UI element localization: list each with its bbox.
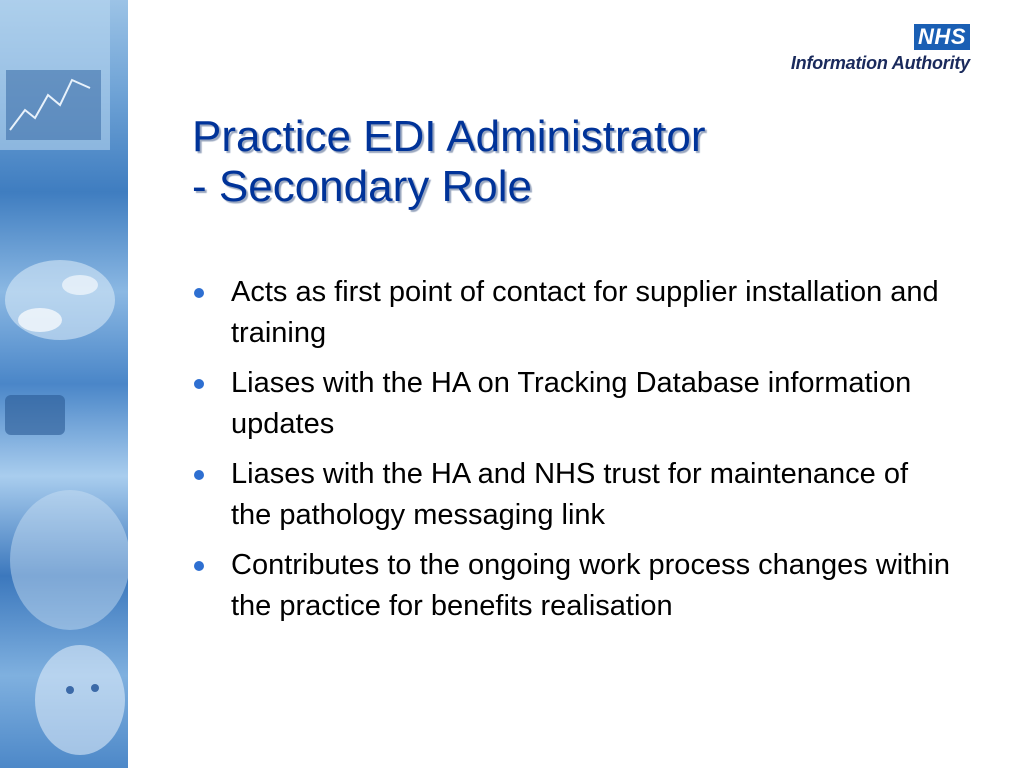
slide-title xyxy=(192,112,706,212)
logo-subtitle: Information Authority xyxy=(790,53,970,73)
bullet-text: Contributes to the ongoing work process changes within the practice for benefits realisation xyxy=(231,549,950,622)
list-item xyxy=(192,363,952,445)
bullet-text: Liases with the HA and NHS trust for maintenance of the pathology messaging link xyxy=(231,458,909,531)
nhs-logo xyxy=(791,24,970,74)
list-item xyxy=(192,454,952,536)
nhs-badge: NHS xyxy=(914,24,970,50)
slide-title-line1: Practice EDI Administrator xyxy=(192,112,706,161)
bullet-text: Liases with the HA on Tracking Database information updates xyxy=(231,367,912,440)
bullet-dot-icon xyxy=(194,561,204,571)
decorative-photo-strip xyxy=(0,0,128,768)
slide-title-line2: - Secondary Role xyxy=(192,162,532,211)
bullet-dot-icon xyxy=(194,288,204,298)
bullet-list xyxy=(192,272,952,636)
photo-collage-icon xyxy=(0,0,128,768)
list-item xyxy=(192,272,952,354)
bullet-text: Acts as first point of contact for supplier installation and training xyxy=(231,276,939,349)
list-item xyxy=(192,545,952,627)
bullet-dot-icon xyxy=(194,470,204,480)
bullet-dot-icon xyxy=(194,379,204,389)
